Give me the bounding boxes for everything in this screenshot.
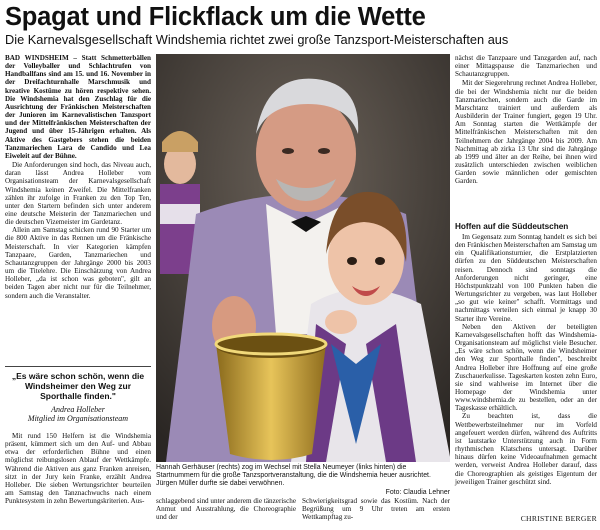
section-heading: Hoffen auf die Süddeutschen	[455, 222, 569, 231]
paragraph: Mit der Siegerehrung rechnet Andrea Holleber, die bei der Windshemia nicht nur die beiden Tanzmariechen, sondern auch die Garde im Marschtanz trainiert und außerdem als Ausbilderin der Trainer fungiert, gegen 19 Uhr. Am Sonntag starten die Wettkämpfe der Mittelfränkischen Meisterschaften mit den Teilnehmern der Jahrgänge 2004 bis 2009. Am Nachmittag ab zirka 13 Uhr sind die Jahrgänge ab 1999 und älter an der Reihe, bei ihnen wird zusätzlich unterschieden zwischen weiblichen Garden sowie männlichen oder gemischten Garden.	[455, 79, 597, 186]
caption-text: Hannah Gerhäuser (rechts) zog im Wechsel mit Stella Neumeyer (links hinten) die Startnummern für die große Tanzsportveranstaltung, die die Windshemia heuer ausrichtet. Jürgen Müller durfte sie dabei verwöhnen.	[156, 464, 431, 488]
lead-paragraph	[5, 54, 151, 160]
headline: Spagat und Flickflack um die Wette	[5, 3, 426, 31]
article-column-1-continued	[5, 432, 151, 505]
byline: CHRISTINE BERGER	[520, 514, 597, 523]
photo-credit: Foto: Claudia Lehner	[385, 488, 450, 496]
article-column-4-continued	[455, 220, 597, 486]
article-column-2-bottom: schlaggebend sind unter anderem die tänzerische Anmut und Ausstrahlung, die Choreographie und der	[156, 497, 296, 522]
paragraph: nächst die Tanzpaare und Tanzgarden auf, nach einer Mittagspause die Tanzmariechen und Schautanzgruppen.	[455, 54, 597, 79]
divider	[5, 366, 151, 367]
subheadline: Die Karnevalsgesellschaft Windshemia richtet zwei große Tanzsport-Meisterschaften aus	[5, 32, 509, 47]
paragraph: Allein am Samstag schicken rund 90 Starter um die 800 Aktive in das Rennen um die Fränkische Meisterschaft. In vier Kategorien kämpfen Tanzpaare, Garden, Tanzmariechen und Schautanzgruppen der Jahrgänge 2000 bis 2003 um die Titelehre. Die Einschätzung von Andrea Holleber, „da ist schon was geboten", gilt an beiden Tagen aber nicht nur für die Teilnehmer, sondern auch die Veranstalter.	[5, 226, 151, 300]
pull-quote-name: Andrea Holleber	[51, 404, 105, 414]
photo-illustration	[156, 54, 450, 462]
lead-text: Statt Schmetterbällen der Volleyballer und Schlachtrufen von Handballfans sind am 15. und 16. November in der Dreifachturnhalle Marschmusik und kreative Kostüme zu hören respektive sehen. Die Windshemia hat den Zuschlag für die Ausrichtung der Fränkischen Meisterschaften der Junioren im Karnevalistischen Tanzsport und der Mittelfränkischen Meisterschaften der Jugend und über 15-Jährigen erhalten. Als Aktive des Gastgebers stehen die beiden Tanzmariechen Lara de Candido und Lea Eiweleit auf der Bühne.	[5, 54, 151, 160]
pull-quote	[5, 366, 151, 424]
paragraph: Neben den Aktiven der beteiligten Karnevalsgesellschaften hofft das Windshemia-Organisationsteam auf möglichst viele Besucher. „Es wäre schon schön, wenn die Windsheimer den Weg zur Sporthalle finden", beschreibt Andrea Holleber ihre Hoffnung auf eine große Zuschauerkulisse. Tageskarten kosten zehn Euro, sie sind wahlweise im Internet über die Homepage der Windshemia unter www.windshemia.de zu bestellen, oder an der Tageskasse erhältlich.	[455, 322, 597, 413]
dateline: BAD WINDSHEIM –	[5, 54, 77, 62]
article-column-1	[5, 54, 151, 300]
article-column-3-bottom: Schwierigkeitsgrad sowie das Kostüm. Nach der Begrüßung um 9 Uhr treten am ersten Wettkampftag zu-	[302, 497, 450, 522]
photo-caption	[156, 464, 450, 497]
article-column-4	[455, 54, 597, 186]
paragraph: Im Gegensatz zum Sonntag handelt es sich bei den Fränkischen Meisterschaften am Samstag um ein Qualifikationsturnier, die Erstplatzierten dürfen zu den Süddeutschen Meisterschaften reisen. Dennoch sind sonntags die Anforderungen nicht geringer, eine Höchstpunktzahl von 100 Punkten haben die Wertungsrichter zu vergeben, was laut Holleber „so gut wie keiner" schafft. Vormittags und nachmittags verteilen sich einmal je knapp 30 Starter ihre Vereine.	[455, 233, 597, 323]
paragraph: Zu beachten ist, dass die Wettbewerbsteilnehmer nur im Vorfeld angefeuert werden dürfen, während des Auftritts ist lautstarke Unterstützung auch in Form rhythmischen Klatschens untersagt. Darüber hinaus dürfen keine Videoaufnahmen gemacht werden, verweist Andrea Holleber darauf, dass die Choreographien als geistiges Eigentum der jeweiligen Trainer geschützt sind.	[455, 412, 597, 486]
article-photo	[156, 54, 450, 462]
paragraph: Mit rund 150 Helfern ist die Windshemia präsent, kümmert sich um den Auf- und Abbau etwa der erforderlichen Bühne und einen möglichst reibungslosen Ablauf der Wettkämpfe. Während die Aktiven aus ganz Franken anreisen, sitzt in der Jury kein Franke, erzählt Andrea Holleber. Die sieben Wertungsrichter beurteilen am Samstag den Tanznachwuchs nach einem Punktesystem in zehn Bewertungskriterien. Aus-	[5, 432, 151, 506]
pull-quote-text: „Es wäre schon schön, wenn die Windsheimer den Weg zur Sporthalle finden."	[11, 371, 145, 402]
paragraph: Die Anforderungen sind hoch, das Niveau auch, daran lässt Andrea Holleber vom Organisationsteam der Karnevalsgesellschaft Windshemia keinen Zweifel. Die Mittelfranken zählen ihr zufolge in Franken zu den Top Ten, unter den Startern befinden sich unter anderem eine deutsche Meisterin der Tanzmariechen und die deutschen Vizemeister im Gardetanz.	[5, 161, 151, 227]
pull-quote-role: Mitglied im Organisationsteam	[27, 414, 129, 424]
